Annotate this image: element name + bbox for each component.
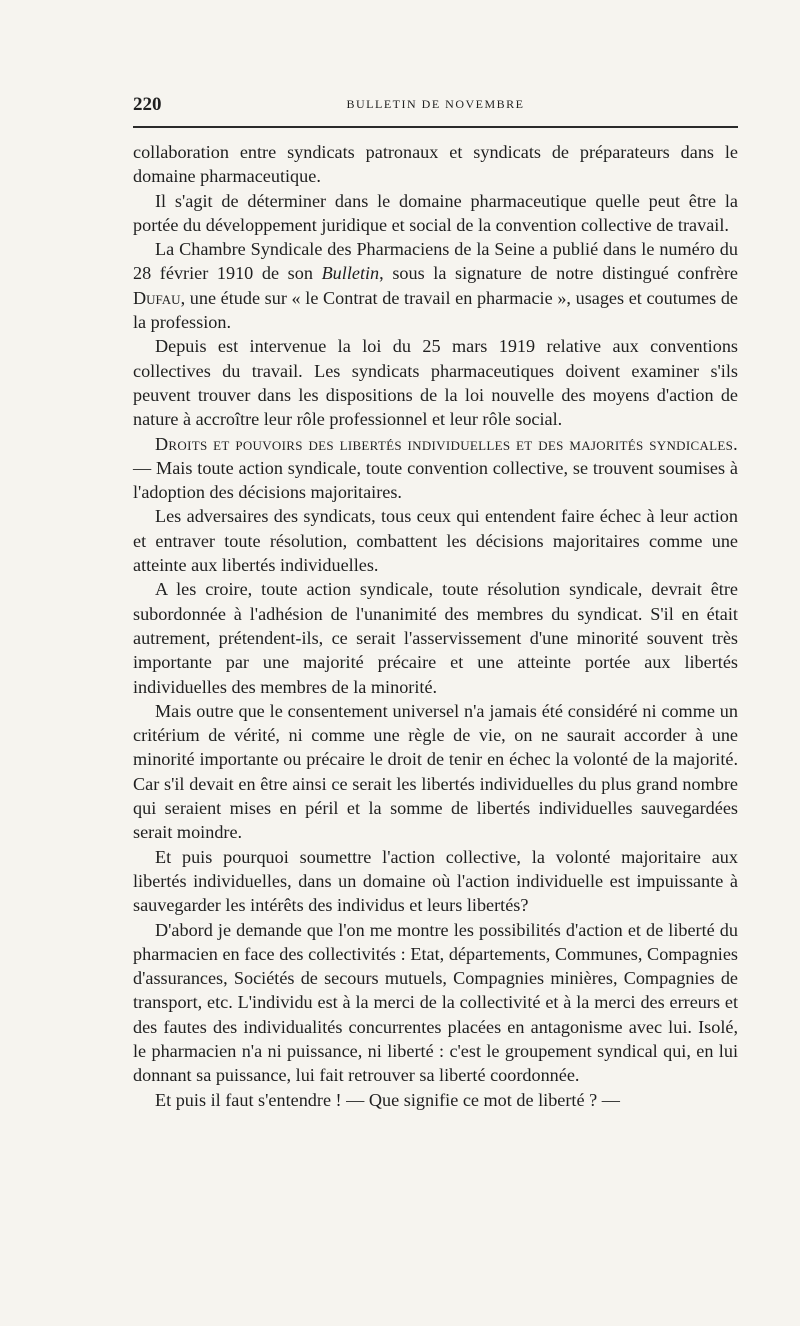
bulletin-title: Bulletin bbox=[321, 263, 380, 284]
paragraph: Depuis est intervenue la loi du 25 mars 1919 relative aux conventions collectives du travail. Les syndicats pharmaceutiques doivent examiner s'ils peuvent trouver dans les dispositions de la loi nouvelle des moyens d'action de nature à accroître leur rôle professionnel et leur rôle social. bbox=[133, 336, 738, 430]
paragraph: collaboration entre syndicats patronaux et syndicats de préparateurs dans le domaine pharmaceutique. bbox=[133, 142, 738, 187]
paragraph-text: , sous la signature de notre distingué confrère bbox=[379, 263, 738, 284]
paragraph: Et puis pourquoi soumettre l'action collective, la volonté majoritaire aux libertés individuelles, dans un domaine où l'action individuelle est impuissante à sauvegarder les intérêts des individus et leurs libertés? bbox=[133, 846, 738, 916]
paragraph bbox=[133, 237, 738, 334]
paragraph-text: La Chambre Syndicale des Pharmaciens de la Seine a publié dans le numéro du 28 février 1910 de son bbox=[133, 239, 738, 284]
page-number: 220 bbox=[133, 94, 162, 115]
running-title: BULLETIN DE NOVEMBRE bbox=[346, 97, 525, 111]
paragraph-text: , une étude sur « le Contrat de travail en pharmacie », usages et coutumes de la profession. bbox=[133, 287, 738, 333]
paragraph: Mais outre que le consentement universel n'a jamais été considéré ni comme un critérium de vérité, ni comme une règle de vie, on ne saurait accorder à une minorité importante ou précaire le droit de tenir en échec la volonté de la majorité. Car s'il devait en être ainsi ce serait les libertés individuelles du plus grand nombre qui seraient mises en péril et la somme de libertés individuelles sauvegardées serait moindre. bbox=[133, 700, 738, 843]
paragraph: Il s'agit de déterminer dans le domaine pharmaceutique quelle peut être la portée du développement juridique et social de la convention collective de travail. bbox=[133, 190, 738, 235]
author-name: Dufau bbox=[133, 287, 181, 308]
page-header bbox=[133, 94, 738, 118]
paragraph: Et puis il faut s'entendre ! — Que signifie ce mot de liberté ? — bbox=[155, 1089, 620, 1110]
paragraph: A les croire, toute action syndicale, toute résolution syndicale, devrait être subordonnée à l'adhésion de l'unanimité des membres du syndicat. S'il en était autrement, prétendent-ils, ce serait l'asservissement d'une minorité souvent très importante par une majorité précaire et une atteinte portée aux libertés individuelles des membres de la minorité. bbox=[133, 579, 738, 697]
paragraph bbox=[133, 432, 738, 505]
body-text bbox=[133, 140, 738, 1112]
paragraph: D'abord je demande que l'on me montre les possibilités d'action et de liberté du pharmacien en face des collectivités : Etat, départements, Communes, Compagnies d'assurances, Sociétés de secours mutuels, Compagnies minières, Compagnies de transport, etc. L'individu est à la merci de la collectivité et à la merci des erreurs et des fautes des individualités concurrentes placées en antagonisme avec lui. Isolé, le pharmacien n'a ni puissance, ni liberté : c'est le groupement syndical qui, en lui donnant sa puissance, lui fait retrouver sa liberté coordonnée. bbox=[133, 919, 738, 1086]
paragraph-text: — Mais toute action syndicale, toute convention collective, se trouvent soumises à l'adoption des décisions majoritaires. bbox=[133, 457, 738, 503]
header-rule bbox=[133, 126, 738, 128]
paragraph: Les adversaires des syndicats, tous ceux qui entendent faire échec à leur action et entraver toute résolution, combattent les décisions majoritaires comme une atteinte aux libertés individuelles. bbox=[133, 506, 738, 576]
section-heading: Droits et pouvoirs des libertés individuelles et des majorités syndicales. bbox=[155, 433, 738, 454]
